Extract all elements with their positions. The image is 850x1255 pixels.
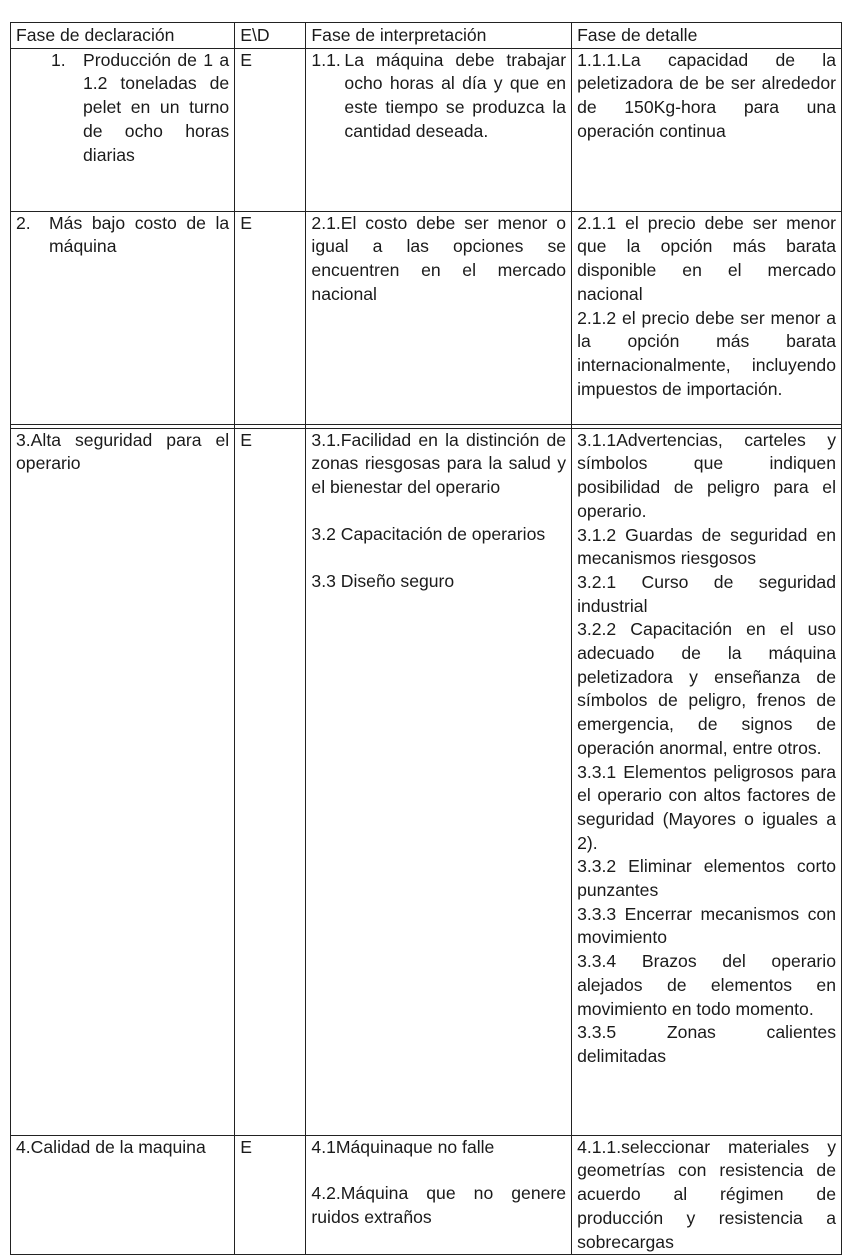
declaration-text: Más bajo costo de la máquina — [49, 212, 230, 257]
interpretation-cell — [306, 211, 572, 424]
detail-cell — [572, 1135, 842, 1255]
detail-cell — [572, 48, 842, 211]
detail-item: 4.1.1.seleccionar materiales y geometrías con resistencia de acuerdo al régimen de producción y resistencia a sobrecargas — [577, 1136, 836, 1252]
table-row — [11, 428, 842, 1135]
ed-cell: E — [235, 211, 306, 424]
detail-item: 3.1.1Advertencias, carteles y símbolos que indiquen posibilidad de peligro para el operario. — [577, 429, 836, 521]
detail-item: 3.2.1 Curso de seguridad industrial — [577, 571, 836, 616]
interpretation-item: 4.2.Máquina que no genere ruidos extraños — [311, 1183, 567, 1228]
detail-item: 3.3.3 Encerrar mecanismos con movimiento — [577, 903, 836, 948]
declaration-cell — [11, 1135, 235, 1255]
detail-cell — [572, 211, 842, 424]
detail-item: 3.1.2 Guardas de seguridad en mecanismos riesgosos — [577, 524, 836, 569]
interpretation-cell — [306, 428, 572, 1135]
detail-item: 3.2.2 Capacitación en el uso adecuado de la máquina peletizadora y enseñanza de símbolos de peligro, frenos de emergencia, de signos de operación anormal, entre otros. — [577, 619, 836, 758]
declaration-cell — [11, 211, 235, 424]
interpretation-item: 3.2 Capacitación de operarios — [311, 523, 546, 544]
table-row — [11, 1135, 842, 1255]
header-detail: Fase de detalle — [572, 23, 842, 49]
interpretation-item: 3.1.Facilidad en la distinción de zonas riesgosas para la salud y el bienestar del operario — [311, 429, 567, 498]
requirements-table — [10, 22, 842, 1255]
detail-item: 3.3.4 Brazos del operario alejados de elementos en movimiento en todo momento. — [577, 951, 836, 1019]
detail-item: 3.3.2 Eliminar elementos corto punzantes — [577, 856, 836, 901]
declaration-number: 2. — [16, 212, 31, 233]
detail-item: 2.1.2 el precio debe ser menor a la opción más barata internacionalmente, incluyendo impuestos de importación. — [577, 307, 836, 399]
interpretation-cell — [306, 1135, 572, 1255]
interpretation-cell — [306, 48, 572, 211]
interpretation-item: 2.1.El costo debe ser menor o igual a las opciones se encuentren en el mercado nacional — [311, 212, 567, 304]
detail-item: 3.3.1 Elementos peligrosos para el operario con altos factores de seguridad (Mayores o iguales a 2). — [577, 761, 836, 853]
interpretation-text: La máquina debe trabajar ocho horas al día y que en este tiempo se produzca la cantidad deseada. — [344, 49, 567, 141]
header-ed: E\D — [235, 23, 306, 49]
header-declaration: Fase de declaración — [11, 23, 235, 49]
detail-item: 1.1.1.La capacidad de la peletizadora de be ser alrededor de 150Kg-hora para una operación continua — [577, 49, 836, 141]
table-header-row — [11, 23, 842, 49]
ed-cell: E — [235, 1135, 306, 1255]
declaration-cell — [11, 48, 235, 211]
requirements-document — [10, 22, 842, 1255]
declaration-text: 3.Alta seguridad para el operario — [16, 429, 230, 474]
interpretation-item: 4.1Máquinaque no falle — [311, 1136, 495, 1157]
declaration-text: Producción de 1 a 1.2 toneladas de pelet en un turno de ocho horas diarias — [83, 49, 230, 165]
declaration-cell — [11, 428, 235, 1135]
ed-cell: E — [235, 428, 306, 1135]
detail-cell — [572, 428, 842, 1135]
ed-cell: E — [235, 48, 306, 211]
declaration-text: 4.Calidad de la maquina — [16, 1136, 206, 1157]
detail-item: 2.1.1 el precio debe ser menor que la opción más barata disponible en el mercado nacional — [577, 212, 836, 304]
header-interpretation: Fase de interpretación — [306, 23, 572, 49]
table-row — [11, 211, 842, 424]
declaration-number: 1. — [51, 49, 66, 70]
table-row — [11, 48, 842, 211]
detail-item: 3.3.5 Zonas calientes delimitadas — [577, 1022, 836, 1066]
interpretation-number: 1.1. — [311, 49, 341, 70]
interpretation-item: 3.3 Diseño seguro — [311, 570, 455, 591]
